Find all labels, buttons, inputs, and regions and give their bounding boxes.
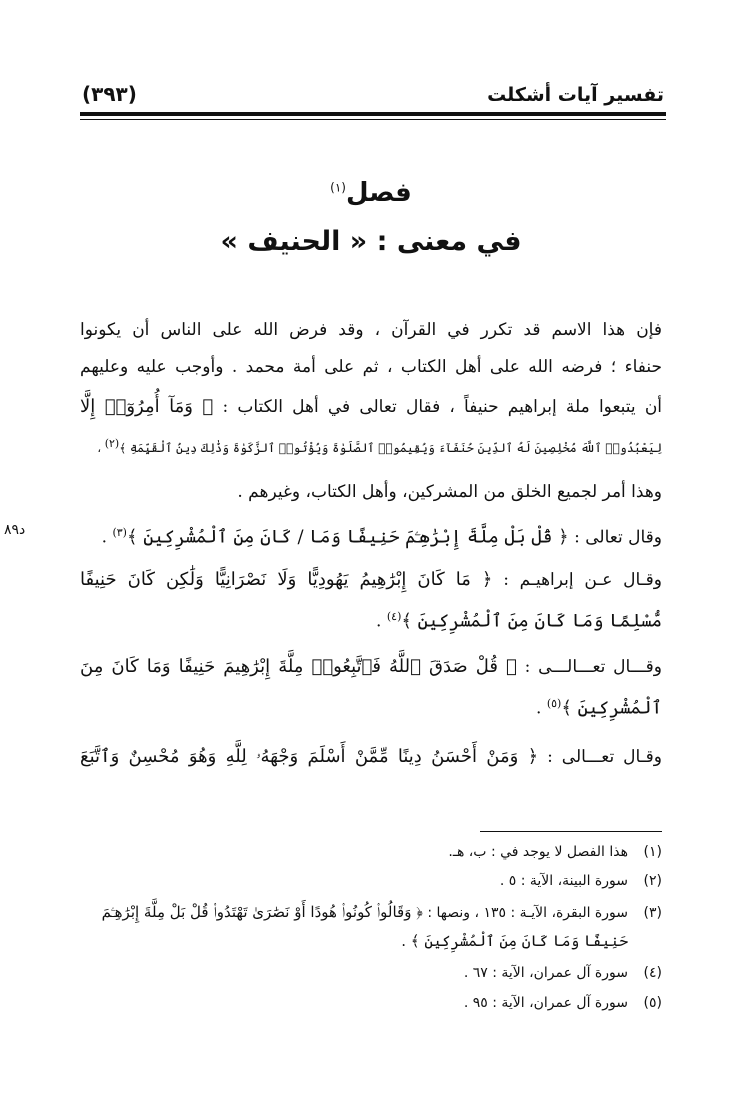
header-rule-thick: [80, 112, 666, 116]
body-line: [80, 656, 662, 677]
running-header-title: تفسير آيات أشكلت: [487, 84, 664, 106]
body-line: [80, 396, 662, 417]
body-text: وقال تعالى :: [574, 527, 662, 548]
footnote-continuation: حَنِيفًا وَمَا كَانَ مِنَ ٱلْمُشْرِكِينَ ﴾ .: [401, 932, 628, 950]
quran-verse: لِيَعْبُدُوا۟ ٱللَّهَ مُخْلِصِينَ لَهُ ٱلدِّينَ حُنَفَآءَ وَيُقِيمُوا۟ ٱلصَّلَوٰةَ وَيُؤْتُوا۟ ٱلزَّكَوٰةَ وَذَٰلِكَ دِينُ ٱلْقَيِّمَةِ ﴾: [119, 440, 662, 455]
footnote: [464, 995, 662, 1011]
body-text: وقـال تعـــالى :: [547, 747, 662, 767]
section-title: فصل: [345, 178, 412, 208]
footnote: [464, 965, 662, 981]
footnote: [448, 844, 662, 860]
body-line: [102, 526, 662, 548]
body-text: ،: [97, 440, 102, 455]
footnote: [102, 903, 662, 921]
quran-verse: ﴿ مَا كَانَ إِبْرَٰهِيمُ يَهُودِيًّا وَلَا نَصْرَانِيًّا وَلَٰكِن كَانَ حَنِيفًا: [80, 569, 493, 590]
footnote: [500, 873, 662, 889]
footnote-ref: (١): [330, 180, 346, 195]
footnote-number: (٤): [643, 965, 662, 981]
body-line: فإن هذا الاسم قد تكرر في القرآن ، وقد فرض الله على الناس أن يكونوا: [80, 320, 662, 340]
footnote-ref: (٢): [104, 437, 120, 450]
body-line: [97, 437, 662, 455]
body-text: .: [101, 527, 108, 548]
quran-verse: ٱلْمُشْرِكِينَ ﴾: [561, 697, 662, 719]
body-text: وقـال عـن إبراهيـم :: [503, 570, 662, 590]
margin-manuscript-note: د٨٩: [4, 522, 26, 538]
quran-verse: ﴿ وَمَنْ أَحْسَنُ دِينًا مِّمَّنْ أَسْلَمَ وَجْهَهُۥ لِلَّهِ وَهُوَ مُحْسِنٌ وَٱتَّبَعَ: [80, 746, 539, 767]
footnote-separator: [480, 831, 662, 832]
footnote-number: (٣): [643, 905, 662, 921]
footnote-number: (١): [643, 844, 662, 860]
section-subtitle: في معنى : « الحنيف »: [220, 226, 522, 257]
body-line: حنفاء ؛ فرضه الله على أهل الكتاب ، ثم على أمة محمد . وأوجب عليه وعليهم: [80, 357, 662, 377]
body-text: أن يتبعوا ملة إبراهيم حنيفاً ، فقال تعالى في أهل الكتاب :: [222, 397, 663, 417]
quran-verse: ﴿ وَقَالُوا۟ كُونُوا۟ هُودًا أَوْ نَصَٰرَىٰ تَهْتَدُوا۟ قُلْ بَلْ مِلَّةَ إِبْرَٰهِـۧمَ: [101, 903, 423, 921]
quran-verse: ﴿ قُلْ صَدَقَ ٱللَّهُ فَٱتَّبِعُوا۟ مِلَّةَ إِبْرَٰهِيمَ حَنِيفًا وَمَا كَانَ مِنَ: [80, 656, 517, 677]
footnote-number: (٥): [643, 995, 662, 1011]
body-line: [376, 610, 662, 632]
quran-verse: ﴿ قُلْ بَلْ مِلَّةَ إِبْرَٰهِـۧمَ حَنِيفًا وَمَا / كَانَ مِنَ ٱلْمُشْرِكِينَ ﴾: [126, 526, 569, 548]
body-line: [80, 746, 662, 767]
section-heading: [0, 178, 742, 208]
body-line: [536, 697, 662, 719]
footnote-text: سورة آل عمران، الآية : ٦٧ .: [463, 965, 628, 981]
footnote-ref: (٥): [546, 697, 562, 710]
footnote-text: سورة البقرة، الآيـة : ١٣٥ ، ونصها :: [427, 905, 628, 921]
footnote-text: هذا الفصل لا يوجد في : ب، هـ.: [448, 844, 628, 860]
body-line: [80, 569, 662, 590]
footnote-text: سورة البينة، الآية : ٥ .: [499, 873, 628, 889]
body-text: .: [376, 611, 382, 632]
page-number: (٣٩٣): [82, 82, 137, 106]
footnote-ref: (٤): [386, 610, 402, 623]
footnote-ref: (٣): [112, 526, 127, 539]
footnote-text: سورة آل عمران، الآية : ٩٥ .: [463, 995, 628, 1011]
body-text: .: [536, 698, 542, 719]
quran-verse: ﴿ وَمَآ أُمِرُوٓا۟ إِلَّا: [80, 396, 214, 417]
footnote-number: (٢): [643, 873, 662, 889]
body-text: وقـــال تعـــالـــى :: [524, 657, 662, 677]
body-line: وهذا أمر لجميع الخلق من المشركين، وأهل الكتاب، وغيرهم .: [237, 482, 662, 502]
quran-verse: مُّسْلِمًا وَمَا كَانَ مِنَ ٱلْمُشْرِكِينَ ﴾: [401, 610, 662, 632]
header-rule-thin: [80, 119, 666, 120]
